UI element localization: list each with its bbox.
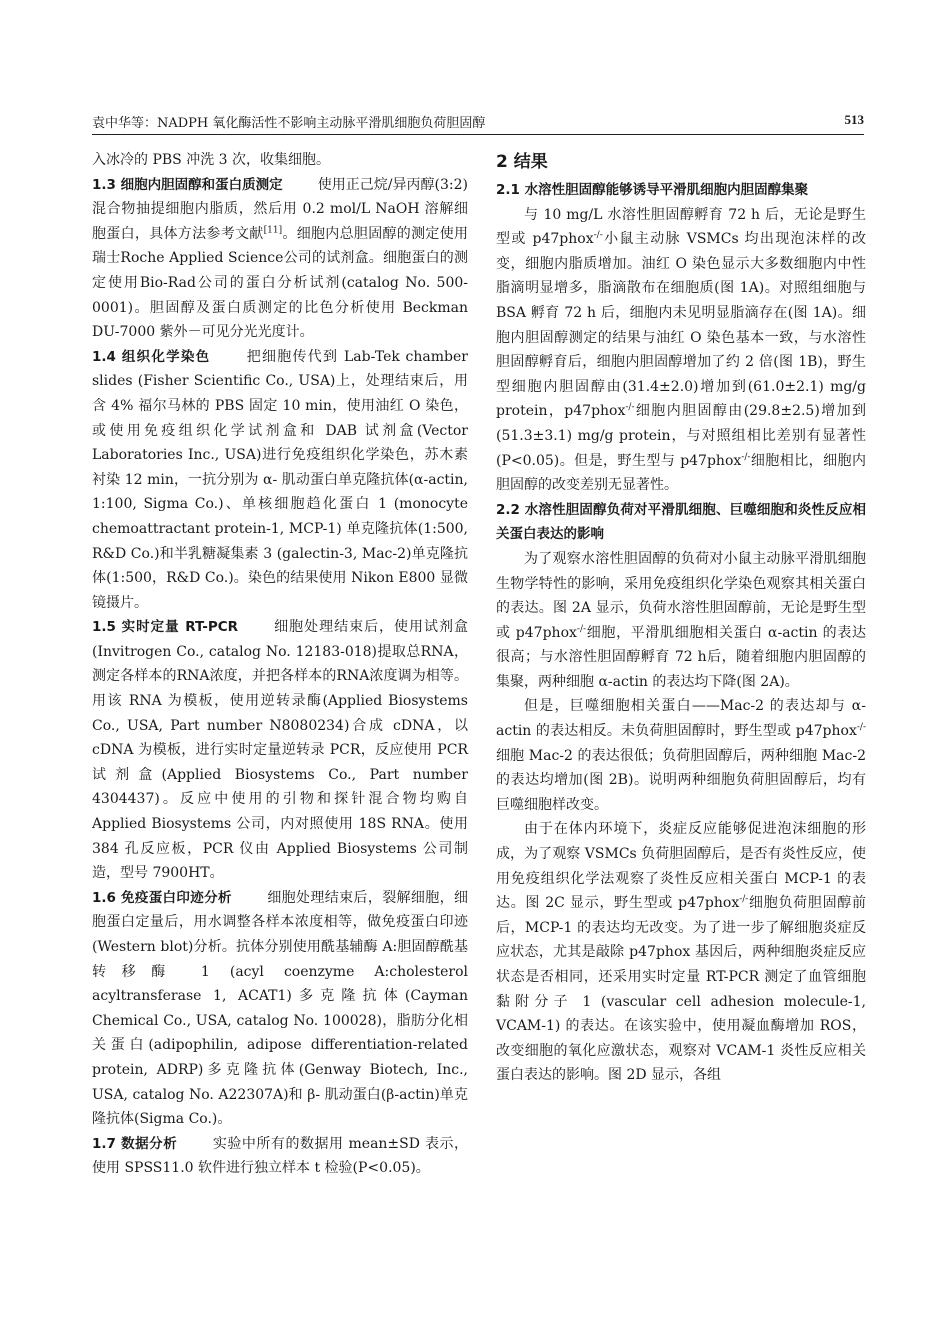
page-number: 513 (844, 112, 864, 127)
paragraph: 入冰冷的 PBS 冲洗 3 次，收集细胞。 (92, 152, 331, 168)
section-1-6-title: 1.6 免疫蛋白印迹分析 (92, 889, 232, 906)
section-1-4 (92, 345, 468, 616)
section-1-6 (92, 886, 468, 1132)
text-run: 细胞内胆固醇由(29.8±2.5)增加到(51.3±3.1) mg/g protein，与对照组相比差别有显著性(P<0.05)。但是，野生型与 p47phox (496, 403, 866, 469)
text-run: 细胞 Mac-2 的表达很低；负荷胆固醇后，两种细胞 Mac-2 的表达均增加(图 2B)。说明两种细胞负荷胆固醇后，均有巨噬细胞样改变。 (496, 747, 866, 813)
section-2-title: 2 结果 (496, 152, 548, 172)
text-run: 为了观察水溶性胆固醇的负荷对小鼠主动脉平滑肌细胞生物学特性的影响，采用免疫组织化学染色观察其相关蛋白的表达。图 2A 显示，负荷水溶性胆固醇前，无论是野生型或 p47phox (496, 550, 866, 641)
section-2-2-paragraph-2 (496, 694, 866, 817)
section-1-7-text: 实验中所有的数据用 mean±SD 表示，使用 SPSS11.0 软件进行独立样本 t 检验(P<0.05)。 (92, 1135, 468, 1177)
section-1-7-title: 1.7 数据分析 (92, 1135, 178, 1152)
running-header (92, 110, 864, 135)
section-1-5-text: 细胞处理结束后，使用试剂盒(Invitrogen Co., catalog No. 12183-018)提取总RNA，测定各样本的RNA浓度，并把各样本的RNA浓度调为相等。用该 RNA 为模板，使用逆转录酶(Applied Biosystems Co., USA, Part number N8080234)合成 cDNA，以 cDNA 为模板，进行实时定量逆转录 PCR，反应使用 PCR 试剂盒(Applied Biosystems Co., Part number 4304437)。反应中使用的引物和探针混合物均购自 Applied Biosystems 公司，内对照使用 18S RNA。使用 384 孔反应板，PCR 仪由 Applied Biosystems 公司制造，型号 7900HT。 (92, 619, 468, 882)
left-column (92, 148, 468, 1181)
section-1-6-text: 细胞处理结束后，裂解细胞，细胞蛋白定量后，用水调整各样本浓度相等，做免疫蛋白印迹(Western blot)分析。抗体分别使用酰基辅酶 A:胆固醇酰基转移酶 1 (acyl coenzyme A:cholesterol acyltransferase 1, ACAT1)多克隆抗体(Cayman Chemical Co., USA, catalog No. 100028)，脂肪分化相关蛋白(adipophilin, adipose differentiation-related protein, ADRP)多克隆抗体(Genway Biotech, Inc., USA, catalog No. A22307A)和 β- 肌动蛋白(β-actin)单克隆抗体(Sigma Co.)。 (92, 889, 468, 1128)
superscript: -/- (856, 722, 866, 733)
section-2-2-title: 2.2 水溶性胆固醇负荷对平滑肌细胞、巨噬细胞和炎性反应相关蛋白表达的影响 (496, 501, 866, 543)
text-run: 细胞相比，细胞内胆固醇的改变差别无显著性。 (496, 452, 867, 494)
superscript: -/- (741, 451, 751, 462)
section-1-3-text-2: 。细胞内总胆固醇的测定使用瑞士Roche Applied Science公司的试剂盒。细胞蛋白的测定使用Bio-Rad公司的蛋白分析试剂(catalog No. 500-0001)。胆固醇及蛋白质测定的比色分析使用 Beckman DU-7000 紫外－可见分光光度计。 (92, 225, 469, 341)
text-run: 细胞负荷胆固醇前后，MCP-1 的表达均无改变。为了进一步了解细胞炎症反应状态，尤其是敲除 p47phox 基因后，两种细胞炎症反应状态是否相同，还采用实时定量 RT-PCR 测定了血管细胞黏附分子 1 (vascular cell adhesion molecule-1, VCAM-1) 的表达。在该实验中，使用凝血酶增加 ROS，改变细胞的氧化应激状态，观察对 VCAM-1 炎性反应相关蛋白表达的影响。图 2D 显示，各组 (496, 895, 866, 1084)
section-1-4-text: 把细胞传代到 Lab-Tek chamber slides (Fisher Scientific Co., USA)上，处理结束后，用含 4% 福尔马林的 PBS 固定 10 min，使用油红 O 染色，或使用免疫组织化学试剂盒和 DAB 试剂盒(Vector Laboratories Inc., USA)进行免疫组织化学染色，苏木素衬染 12 min，一抗分别为 α- 肌动蛋白单克隆抗体(α-actin, 1:100, Sigma Co.)、单核细胞趋化蛋白 1 (monocyte chemoattractant protein-1, MCP-1) 单克隆抗体(1:500, R&D Co.)和半乳糖凝集素 3 (galectin-3, Mac-2)单克隆抗体(1:500，R&D Co.)。染色的结果使用 Nikon E800 显微镜摄片。 (92, 348, 468, 611)
text-run: 小鼠主动脉 VSMCs 均出现泡沫样的改变，细胞内脂质增加。油红 O 染色显示大多数细胞内中性脂滴明显增多，脂滴散布在细胞质(图 1A)。对照组细胞与 BSA 孵育 72 h 后，细胞内未见明显脂滴存在(图 1A)。细胞内胆固醇测定的结果与油红 O 染色基本一致，与水溶性胆固醇孵育后，细胞内胆固醇增加了约 2 倍(图 1B)，野生型细胞内胆固醇由(31.4±2.0)增加到(61.0±2.1) mg/g protein，p47phox (496, 231, 866, 420)
section-2-2-paragraph-3 (496, 817, 866, 1088)
text-run: 但是，巨噬细胞相关蛋白——Mac-2 的表达却与 α-actin 的表达相反。未负荷胆固醇时，野生型或 p47phox (496, 698, 866, 740)
superscript: -/- (739, 894, 749, 905)
section-1-7 (92, 1132, 468, 1181)
section-1-5 (92, 615, 468, 886)
right-column (496, 148, 866, 1088)
section-1-3 (92, 173, 468, 345)
citation: [11] (263, 225, 283, 236)
superscript: -/- (576, 624, 587, 635)
section-1-3-title: 1.3 细胞内胆固醇和蛋白质测定 (92, 176, 283, 193)
text-run: 由于在体内环境下，炎症反应能够促进泡沫细胞的形成，为了观察 VSMCs 负荷胆固醇后，是否有炎性反应，使用免疫组织化学法观察了炎性反应相关蛋白 MCP-1 的表达。图 2C 显示，野生型或 p47phox (496, 821, 866, 912)
section-2-2-paragraph-1 (496, 547, 866, 695)
section-1-3-text: 使用正己烷/异丙醇(3:2)混合物抽提细胞内脂质，然后用 0.2 mol/L NaOH 溶解细胞蛋白，具体方法参考文献 (92, 176, 469, 242)
running-title: 袁中华等：NADPH 氧化酶活性不影响主动脉平滑肌细胞负荷胆固醇 (92, 116, 486, 131)
section-1-4-title: 1.4 组织化学染色 (92, 348, 211, 365)
superscript: -/- (593, 230, 603, 241)
section-2-1-title: 2.1 水溶性胆固醇能够诱导平滑肌细胞内胆固醇集聚 (496, 182, 809, 198)
text-run: 与 10 mg/L 水溶性胆固醇孵育 72 h 后，无论是野生型或 p47phox (496, 206, 866, 248)
section-1-5-title: 1.5 实时定量 RT-PCR (92, 619, 239, 636)
text-run: 细胞，平滑肌细胞相关蛋白 α-actin 的表达很高；与水溶性胆固醇孵育 72 h后，随着细胞内胆固醇的集聚，两种细胞 α-actin 的表达均下降(图 2A)。 (496, 624, 866, 690)
superscript: -/- (625, 402, 635, 413)
section-2-1-paragraph (496, 203, 866, 498)
